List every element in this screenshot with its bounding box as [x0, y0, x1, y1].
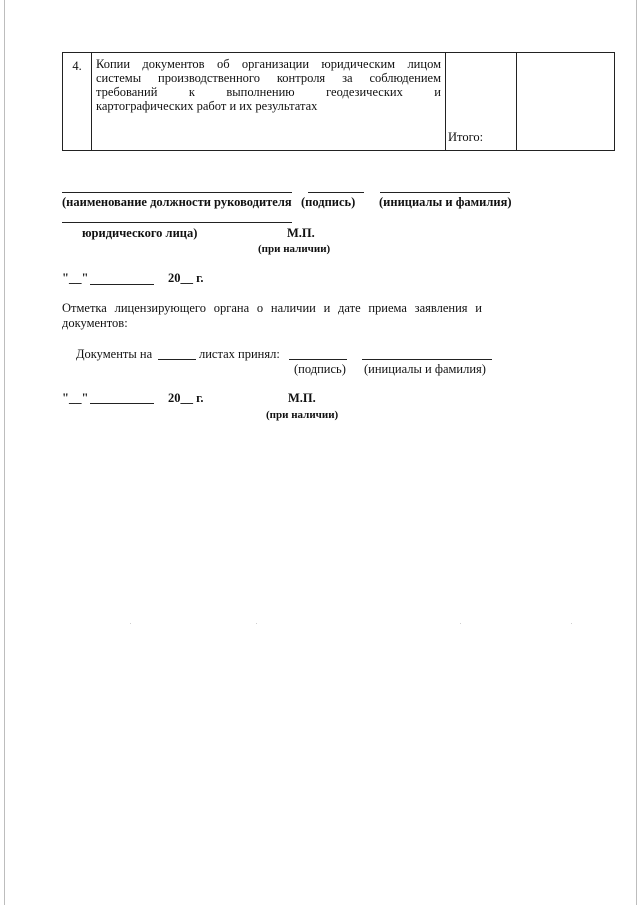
year — [168, 271, 204, 285]
month-line-2 — [90, 403, 154, 404]
description-line: Копии документов об организации юридическим лицом — [96, 57, 441, 71]
accepted-signature-line — [289, 359, 347, 360]
empty-cell — [517, 53, 615, 151]
description-line: картографических работ и их результатах — [96, 99, 318, 113]
quote-close: " — [81, 391, 89, 405]
signature-line — [308, 192, 364, 193]
year-prefix: 20 — [168, 391, 181, 405]
total-label: Итого: — [448, 130, 484, 144]
quote-open: " — [62, 271, 69, 285]
license-mark-paragraph — [62, 301, 482, 331]
table-row — [63, 53, 615, 151]
position-line — [62, 192, 292, 193]
entity-label: юридического лица) — [82, 226, 198, 240]
accepted-initials-line — [362, 359, 492, 360]
seal-label: М.П. — [287, 226, 315, 240]
initials-line — [380, 192, 510, 193]
accepted-initials-label: (инициалы и фамилия) — [364, 362, 486, 376]
quote-open: " — [62, 391, 69, 405]
accepted-signature-label: (подпись) — [294, 362, 346, 376]
scan-speck — [460, 623, 461, 624]
year-suffix: г. — [196, 271, 204, 285]
sheets-count-line — [158, 359, 196, 360]
day-blank: __ — [68, 391, 82, 405]
seal-note: (при наличии) — [258, 243, 331, 255]
year-blank: __ — [180, 391, 193, 405]
quote-close: " — [81, 271, 89, 285]
paragraph-line: документов: — [62, 316, 128, 330]
year-prefix: 20 — [168, 271, 181, 285]
row-number: 4. — [63, 53, 92, 151]
description-line: системы производственного контроля за соблюдением — [96, 71, 441, 85]
scan-speck — [256, 623, 257, 624]
initials-label: (инициалы и фамилия) — [379, 195, 512, 209]
scan-speck — [571, 623, 572, 624]
documents-table — [62, 52, 615, 151]
day-blank: __ — [68, 271, 82, 285]
scan-border-right — [636, 0, 637, 905]
total-cell — [446, 53, 517, 151]
position-line-2 — [62, 222, 292, 223]
scan-border-left — [4, 0, 5, 905]
document-description — [92, 53, 446, 151]
date-line-2 — [62, 391, 88, 405]
scan-speck — [130, 623, 131, 624]
year-2 — [168, 391, 204, 405]
signature-label: (подпись) — [301, 195, 356, 209]
seal-label-2: М.П. — [288, 391, 316, 405]
accepted-prefix: Документы на — [76, 347, 153, 361]
date-line — [62, 271, 88, 285]
description-line: требований к выполнению геодезических и — [96, 85, 441, 99]
accepted-suffix: листах принял: — [199, 347, 280, 361]
paragraph-line: Отметка лицензирующего органа о наличии и дате приема заявления и — [62, 301, 482, 315]
year-suffix: г. — [196, 391, 204, 405]
year-blank: __ — [180, 271, 193, 285]
seal-note-2: (при наличии) — [266, 409, 339, 421]
position-label: (наименование должности руководителя — [62, 195, 292, 209]
month-line — [90, 284, 154, 285]
